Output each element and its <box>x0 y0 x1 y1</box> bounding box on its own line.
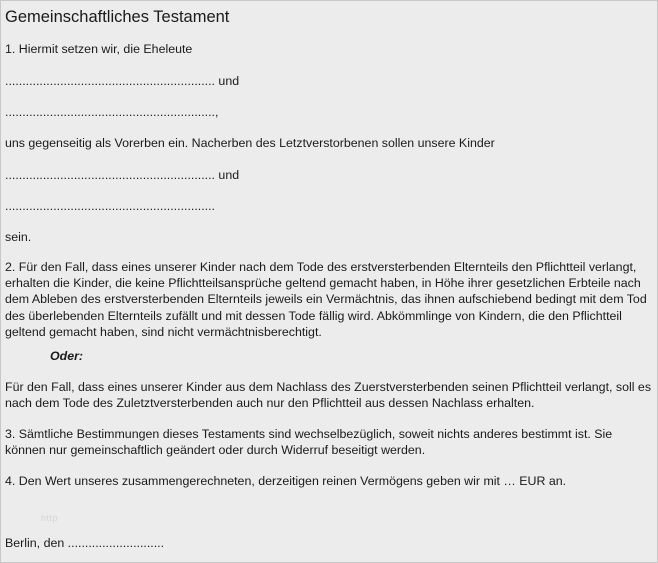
sein-line: sein. <box>5 230 32 244</box>
paragraph-2: 2. Für den Fall, dass eines unserer Kinder nach dem Tode des erstversterbenden Elternteils den Pflichtteil verlangt, erhalten die Kinder, die keine Pflichtteilsansprüche geltend gemacht haben, in Höhe ihrer gesetzlichen Erbteile nach dem Ableben des erstversterbenden Elternteils jeweils ein Vermächtnis, das ihnen aufschiebend bedingt mit dem Tod des überlebenden Elternteils zufällt und mit dessen Tode fällig wird. Abkömmlinge von Kindern, die den Pflichtteil geltend gemacht haben, sind nicht vermächtnisberechtigt. <box>5 260 647 339</box>
oder-label: Oder: <box>50 349 84 363</box>
spouse-1-line: ............................................................. und <box>5 74 240 88</box>
document-title: Gemeinschaftliches Testament <box>5 8 230 26</box>
spouse-2-line: ............................................................., <box>5 105 219 119</box>
mutual-heirs-line: uns gegenseitig als Vorerben ein. Nacherben des Letztverstorbenen sollen unsere Kinder <box>5 136 495 150</box>
child-1-line: ............................................................. und <box>5 168 240 182</box>
paragraph-4: 4. Den Wert unseres zusammengerechneten, derzeitigen reinen Vermögens geben wir mit … EUR an. <box>5 474 567 488</box>
paragraph-alternative: Für den Fall, dass eines unserer Kinder aus dem Nachlass des Zuerstversterbenden seinen Pflichtteil verlangt, soll es nach dem Tode des Zuletztversterbenden auch nur den Pflichtteil aus dessen Nachlass erhalten. <box>5 380 652 411</box>
child-2-line: ............................................................. <box>5 199 215 213</box>
watermark-text: http <box>41 513 59 523</box>
paragraph-3: 3. Sämtliche Bestimmungen dieses Testaments sind wechselbezüglich, soweit nichts anderes bestimmt ist. Sie können nur gemeinschaftlich geändert oder durch Widerruf beseitigt werden. <box>5 427 613 458</box>
place-date-line: Berlin, den ............................ <box>5 536 165 550</box>
intro-line: 1. Hiermit setzen wir, die Eheleute <box>5 42 193 56</box>
